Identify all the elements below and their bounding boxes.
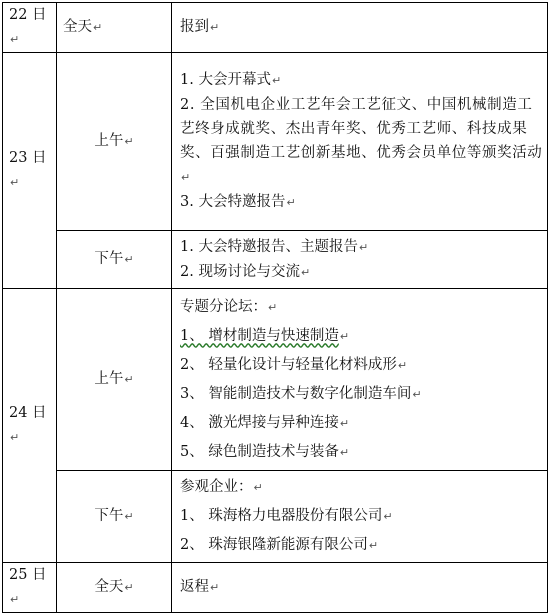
paragraph-mark: ↵: [271, 74, 282, 87]
time-cell: [57, 231, 172, 289]
time-cell: [57, 53, 172, 231]
paragraph-mark: ↵: [300, 265, 311, 279]
paragraph-mark: ↵: [286, 196, 296, 209]
item-text: 1. 大会特邀报告、主题报告: [180, 238, 358, 255]
time-cell: [57, 289, 172, 471]
time-cell: [57, 563, 172, 613]
paragraph-mark: ↵: [124, 135, 134, 148]
item-text: 2. 现场讨论与交流: [180, 263, 300, 280]
section-heading: 参观企业：: [180, 479, 253, 495]
items-cell: [172, 3, 548, 53]
date-label: 24 日: [9, 405, 47, 421]
paragraph-mark: ↵: [210, 21, 220, 34]
items-cell: [172, 563, 548, 613]
time-label: 下午: [94, 251, 124, 267]
paragraph-mark: ↵: [339, 445, 350, 459]
paragraph-mark: ↵: [124, 581, 134, 594]
paragraph-mark: ↵: [10, 593, 20, 606]
time-cell: [57, 471, 172, 563]
item-text: 5、 绿色制造技术与装备: [180, 443, 339, 460]
row-day-24-am: [3, 289, 548, 471]
paragraph-mark: ↵: [210, 581, 220, 594]
date-cell: [3, 3, 57, 53]
row-day-23-pm: [3, 231, 548, 289]
items-cell: [172, 289, 548, 471]
time-label: 下午: [94, 508, 124, 524]
time-cell: [57, 3, 172, 53]
date-cell: [3, 563, 57, 613]
row-day-25: [3, 563, 548, 613]
row-day-24-pm: [3, 471, 548, 563]
paragraph-mark: ↵: [181, 171, 191, 184]
paragraph-mark: ↵: [268, 300, 278, 314]
paragraph-mark: ↵: [253, 481, 263, 494]
paragraph-mark: ↵: [93, 21, 103, 34]
schedule-table: [2, 2, 548, 613]
items-cell: [172, 471, 548, 563]
time-label: 全天: [94, 579, 124, 595]
time-label: 上午: [94, 371, 124, 387]
date-cell: [3, 53, 57, 289]
item-text: 1、 珠海格力电器股份有限公司: [180, 508, 383, 524]
date-label: 25 日: [9, 567, 47, 583]
item-text: 3、 智能制造技术与数字化制造车间: [180, 385, 412, 402]
paragraph-mark: ↵: [397, 358, 408, 372]
date-label: 22 日: [9, 7, 47, 23]
paragraph-mark: ↵: [124, 373, 134, 386]
paragraph-mark: ↵: [339, 329, 350, 343]
paragraph-mark: ↵: [368, 539, 379, 552]
paragraph-mark: ↵: [10, 431, 20, 444]
item-text: 返程: [180, 579, 209, 595]
items-cell: [172, 231, 548, 289]
time-label: 上午: [94, 133, 124, 149]
item-text: 2、 轻量化设计与轻量化材料成形: [180, 356, 397, 373]
item-text: 3. 大会特邀报告: [180, 194, 286, 210]
paragraph-mark: ↵: [10, 176, 20, 189]
row-day-22: [3, 3, 548, 53]
section-heading: 专题分论坛：: [180, 298, 267, 315]
date-label: 23 日: [9, 150, 47, 166]
item-text: 2. 全国机电企业工艺年会工艺征文、中国机械制造工艺终身成就奖、杰出青年奖、优秀工艺师、科技成果奖、百强制造工艺创新基地、优秀会员单位等颁奖活动: [180, 97, 543, 161]
item-text: 报到: [180, 19, 209, 35]
row-day-23-am: [3, 53, 548, 231]
item-text: 2、 珠海银隆新能源有限公司: [180, 537, 368, 553]
time-label: 全天: [63, 19, 92, 35]
date-cell: [3, 289, 57, 563]
paragraph-mark: ↵: [339, 416, 350, 430]
paragraph-mark: ↵: [358, 240, 369, 254]
item-text: 1、 增材制造与快速制造: [180, 327, 339, 344]
paragraph-mark: ↵: [412, 387, 422, 401]
paragraph-mark: ↵: [124, 510, 134, 523]
paragraph-mark: ↵: [124, 253, 134, 266]
paragraph-mark: ↵: [10, 33, 20, 46]
items-cell: [172, 53, 548, 231]
paragraph-mark: ↵: [383, 510, 393, 523]
item-text: 1. 大会开幕式: [180, 72, 271, 88]
item-text: 4、 激光焊接与异种连接: [180, 414, 339, 431]
